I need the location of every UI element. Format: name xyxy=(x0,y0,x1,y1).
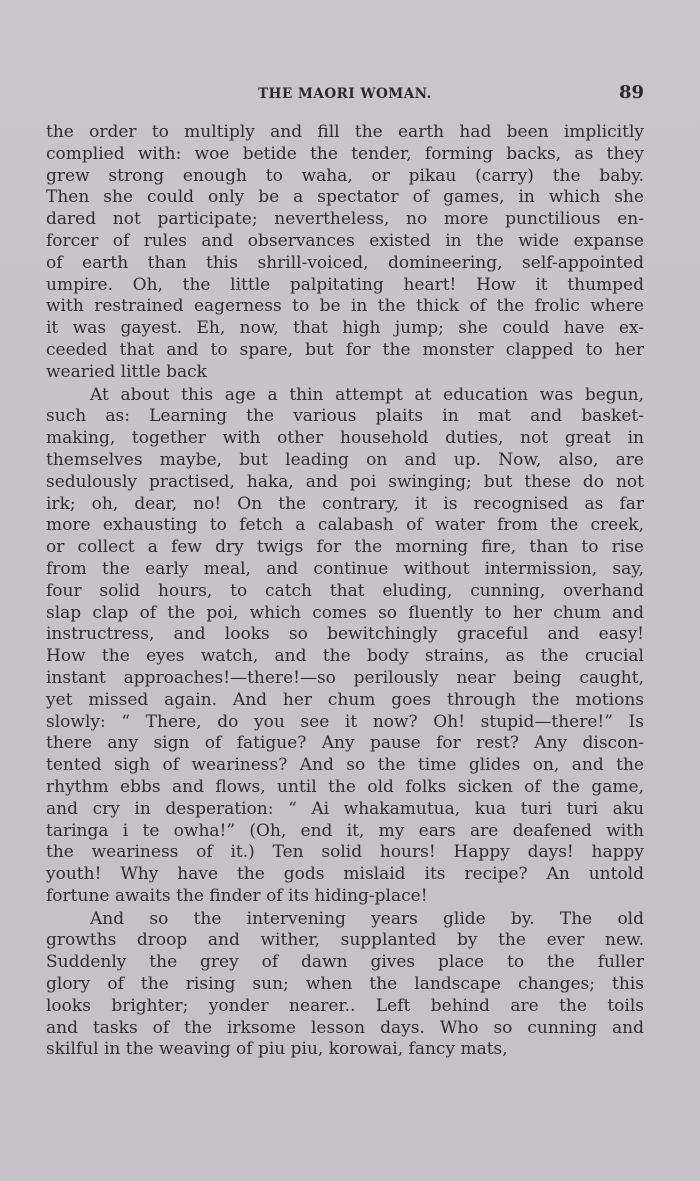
text-line: grew strong enough to waha, or pikau (carry) the baby. xyxy=(46,165,644,186)
text-line: Suddenly the grey of dawn gives place to the fuller xyxy=(46,952,644,973)
text-line: irk; oh, dear, no! On the contrary, it is recognised as far xyxy=(46,493,644,514)
text-line: the weariness of it.) Ten solid hours! Happy days! happy xyxy=(46,842,644,863)
text-line: the order to multiply and fill the earth had been implicitly xyxy=(46,122,644,142)
text-line: ceeded that and to spare, but for the monster clapped to her xyxy=(46,339,644,360)
text-line: and cry in desperation: “ Ai whakamutua, kua turi turi aku xyxy=(46,798,644,819)
text-line: forcer of rules and observances existed in the wide expanse xyxy=(46,230,644,251)
text-line: themselves maybe, but leading on and up. Now, also, are xyxy=(46,449,644,470)
text-line: Then she could only be a spectator of games, in which she xyxy=(46,187,644,208)
text-line: wearied little back xyxy=(46,361,207,382)
page-header xyxy=(46,82,644,108)
text-line: with restrained eagerness to be in the thick of the frolic where xyxy=(46,296,644,317)
text-line: dared not participate; nevertheless, no more punctilious en- xyxy=(46,209,644,230)
text-line: tented sigh of weariness? And so the time glides on, and the xyxy=(46,755,644,776)
text-line: such as: Learning the various plaits in mat and basket- xyxy=(46,406,644,427)
text-line: glory of the rising sun; when the landscape changes; this xyxy=(46,974,644,995)
text-line: growths droop and wither, supplanted by the ever new. xyxy=(46,930,644,951)
text-line: looks brighter; yonder nearer.. Left behind are the toils xyxy=(46,995,644,1016)
text-line: complied with: woe betide the tender, forming backs, as they xyxy=(46,143,644,164)
text-line: And so the intervening years glide by. The old xyxy=(90,908,644,929)
text-line: umpire. Oh, the little palpitating heart! How it thumped xyxy=(46,274,644,295)
text-line: four solid hours, to catch that eluding, cunning, overhand xyxy=(46,580,644,601)
paragraph xyxy=(46,385,644,908)
text-line: making, together with other household duties, not great in xyxy=(46,428,644,449)
text-line: fortune awaits the finder of its hiding-place! xyxy=(46,885,428,906)
text-line: At about this age a thin attempt at education was begun, xyxy=(90,384,644,405)
page-number: 89 xyxy=(618,82,644,103)
text-line: there any sign of fatigue? Any pause for rest? Any discon- xyxy=(46,733,644,754)
text-line: from the early meal, and continue without intermission, say, xyxy=(46,558,644,579)
text-line: youth! Why have the gods mislaid its recipe? An untold xyxy=(46,864,644,885)
text-line: it was gayest. Eh, now, that high jump; she could have ex- xyxy=(46,318,644,339)
text-line: of earth than this shrill-voiced, domineering, self-appointed xyxy=(46,252,644,273)
body-text xyxy=(46,122,644,1061)
text-line: rhythm ebbs and flows, until the old folks sicken of the game, xyxy=(46,776,644,797)
text-line: sedulously practised, haka, and poi swinging; but these do not xyxy=(46,471,644,492)
text-line: How the eyes watch, and the body strains, as the crucial xyxy=(46,646,644,667)
text-line: more exhausting to fetch a calabash of water from the creek, xyxy=(46,515,644,536)
text-line: instructress, and looks so bewitchingly graceful and easy! xyxy=(46,624,644,645)
text-line: taringa i te owha!” (Oh, end it, my ears are deafened with xyxy=(46,820,644,841)
text-line: or collect a few dry twigs for the morning fire, than to rise xyxy=(46,537,644,558)
text-line: yet missed again. And her chum goes through the motions xyxy=(46,689,644,710)
text-line: instant approaches!—there!—so perilously near being caught, xyxy=(46,667,644,688)
paragraph xyxy=(46,122,644,384)
running-title: THE MAORI WOMAN. xyxy=(258,86,432,102)
text-line: slap clap of the poi, which comes so fluently to her chum and xyxy=(46,602,644,623)
text-line: and tasks of the irksome lesson days. Who so cunning and xyxy=(46,1017,644,1038)
text-line: slowly: “ There, do you see it now? Oh! stupid—there!” Is xyxy=(46,711,644,732)
paragraph xyxy=(46,909,644,1062)
text-line: skilful in the weaving of piu piu, korowai, fancy mats, xyxy=(46,1039,508,1060)
